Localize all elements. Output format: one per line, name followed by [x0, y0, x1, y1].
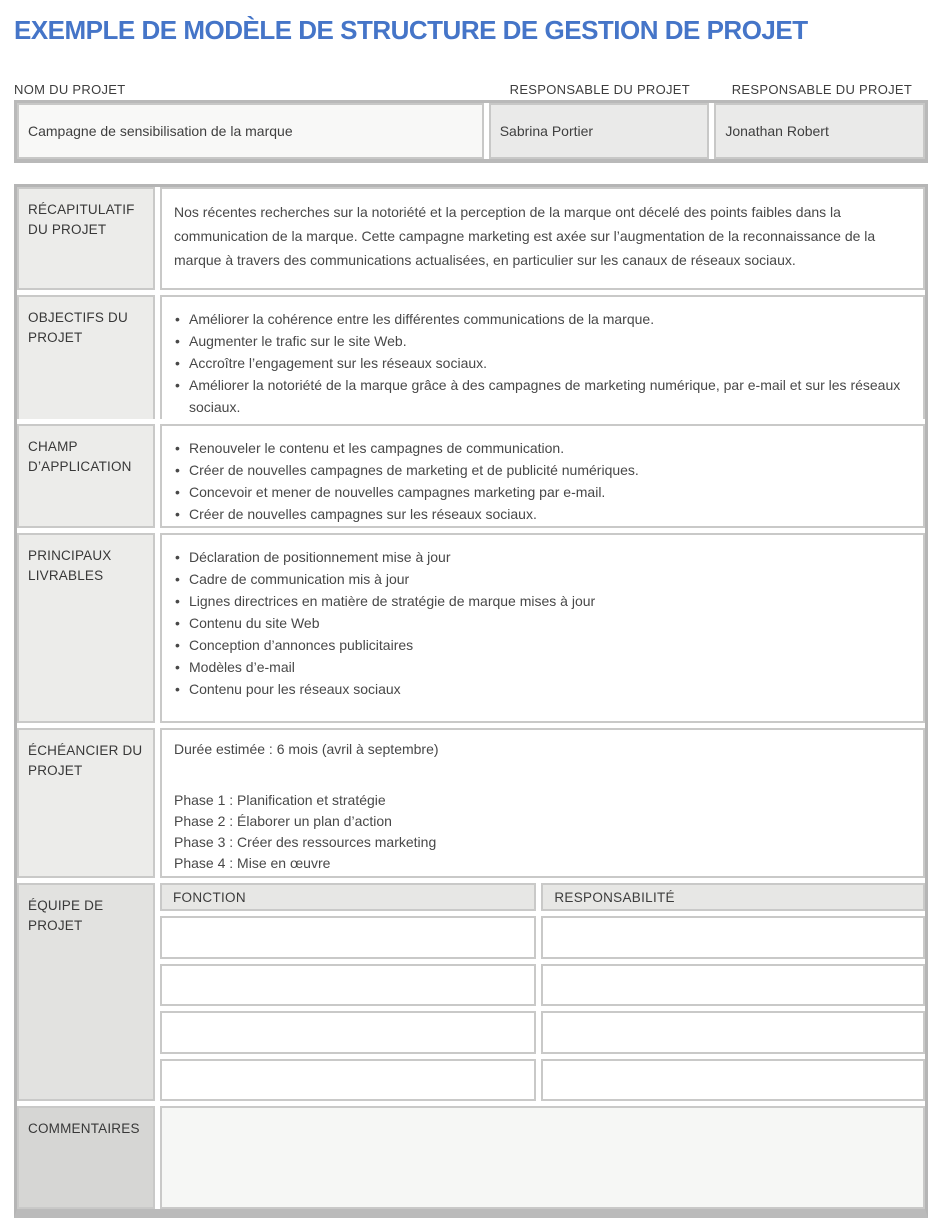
list-item: • Conception d’annonces publicitaires — [174, 635, 911, 657]
section-echeancier-row — [17, 728, 925, 878]
section-echeancier-label: ÉCHÉANCIER DU PROJET — [17, 728, 155, 878]
project-manager-label: RESPONSABLE DU PROJET — [509, 82, 691, 97]
commentaires-input-area[interactable] — [160, 1106, 925, 1209]
list-item: • Accroître l’engagement sur les réseaux sociaux. — [174, 353, 911, 375]
list-item: • Contenu pour les réseaux sociaux — [174, 679, 911, 701]
project-charter-table — [14, 184, 928, 1218]
project-info-table — [14, 100, 928, 163]
list-item: • Contenu du site Web — [174, 613, 911, 635]
page-title: EXEMPLE DE MODÈLE DE STRUCTURE DE GESTION DE PROJET — [14, 15, 808, 45]
section-objectifs-row — [17, 295, 925, 419]
section-recap-label: RÉCAPITULATIF DU PROJET — [17, 187, 155, 290]
duree-estimee: Durée estimée : 6 mois (avril à septembre) — [174, 741, 439, 757]
team-fonction-cell[interactable] — [160, 1059, 536, 1102]
section-objectifs-label: OBJECTIFS DU PROJET — [17, 295, 155, 419]
list-item: • Créer de nouvelles campagnes de marketing et de publicité numériques. — [174, 460, 911, 482]
team-fonction-cell[interactable] — [160, 964, 536, 1007]
phase-line: Phase 4 : Mise en œuvre — [174, 855, 331, 871]
info-labels-row — [14, 82, 928, 97]
champ-list — [174, 438, 911, 526]
section-equipe-row — [17, 883, 925, 1101]
list-item: • Modèles d’e-mail — [174, 657, 911, 679]
team-row — [160, 964, 925, 1007]
list-item: • Créer de nouvelles campagnes sur les réseaux sociaux. — [174, 504, 911, 526]
team-table — [160, 883, 925, 1101]
team-responsabilite-cell[interactable] — [541, 964, 925, 1007]
section-livrables-label: PRINCIPAUX LIVRABLES — [17, 533, 155, 723]
list-item: • Améliorer la notoriété de la marque grâce à des campagnes de marketing numérique, par e-mail et sur les réseaux sociaux. — [174, 375, 911, 419]
team-fonction-cell[interactable] — [160, 916, 536, 959]
team-responsabilite-cell[interactable] — [541, 1059, 925, 1102]
section-recap-content: Nos récentes recherches sur la notoriété et la perception de la marque ont décelé des points faibles dans la communication de la marque. Cette campagne marketing est axée sur l’augmentation de la reconnaissance de la marque à travers des communications actualisées, en particulier sur les canaux de réseaux sociaux. — [160, 187, 925, 290]
team-row — [160, 1011, 925, 1054]
team-row — [160, 1059, 925, 1102]
list-item: • Améliorer la cohérence entre les différentes communications de la marque. — [174, 309, 911, 331]
list-item: • Augmenter le trafic sur le site Web. — [174, 331, 911, 353]
list-item: • Lignes directrices en matière de stratégie de marque mises à jour — [174, 591, 911, 613]
section-recap-row — [17, 187, 925, 290]
phase-line: Phase 3 : Créer des ressources marketing — [174, 834, 437, 850]
project-name-value[interactable]: Campagne de sensibilisation de la marque — [17, 103, 484, 159]
team-row — [160, 916, 925, 959]
list-item: • Concevoir et mener de nouvelles campagnes marketing par e-mail. — [174, 482, 911, 504]
section-commentaires-label: COMMENTAIRES — [17, 1106, 155, 1209]
project-owner-label: RESPONSABLE DU PROJET — [731, 82, 913, 97]
section-equipe-label: ÉQUIPE DE PROJET — [17, 883, 155, 1101]
livrables-list — [174, 547, 911, 701]
list-item: • Renouveler le contenu et les campagnes de communication. — [174, 438, 911, 460]
section-echeancier-content — [160, 728, 925, 878]
phase-line: Phase 1 : Planification et stratégie — [174, 792, 386, 808]
team-fonction-cell[interactable] — [160, 1011, 536, 1054]
list-item: • Cadre de communication mis à jour — [174, 569, 911, 591]
team-responsabilite-cell[interactable] — [541, 1011, 925, 1054]
list-item: • Déclaration de positionnement mise à jour — [174, 547, 911, 569]
team-responsabilite-cell[interactable] — [541, 916, 925, 959]
project-owner-value[interactable]: Jonathan Robert — [714, 103, 925, 159]
phase-line: Phase 2 : Élaborer un plan d’action — [174, 813, 392, 829]
team-header-responsabilite: RESPONSABILITÉ — [541, 883, 925, 911]
team-header-row — [160, 883, 925, 911]
project-name-label: NOM DU PROJET — [14, 82, 126, 97]
section-champ-content — [160, 424, 925, 528]
section-objectifs-content — [160, 295, 925, 419]
section-champ-row — [17, 424, 925, 528]
objectifs-list — [174, 309, 911, 419]
team-header-fonction: FONCTION — [160, 883, 536, 911]
project-manager-value[interactable]: Sabrina Portier — [489, 103, 710, 159]
section-livrables-content — [160, 533, 925, 723]
section-livrables-row — [17, 533, 925, 723]
section-commentaires-row — [17, 1106, 925, 1209]
section-champ-label: CHAMP D’APPLICATION — [17, 424, 155, 528]
